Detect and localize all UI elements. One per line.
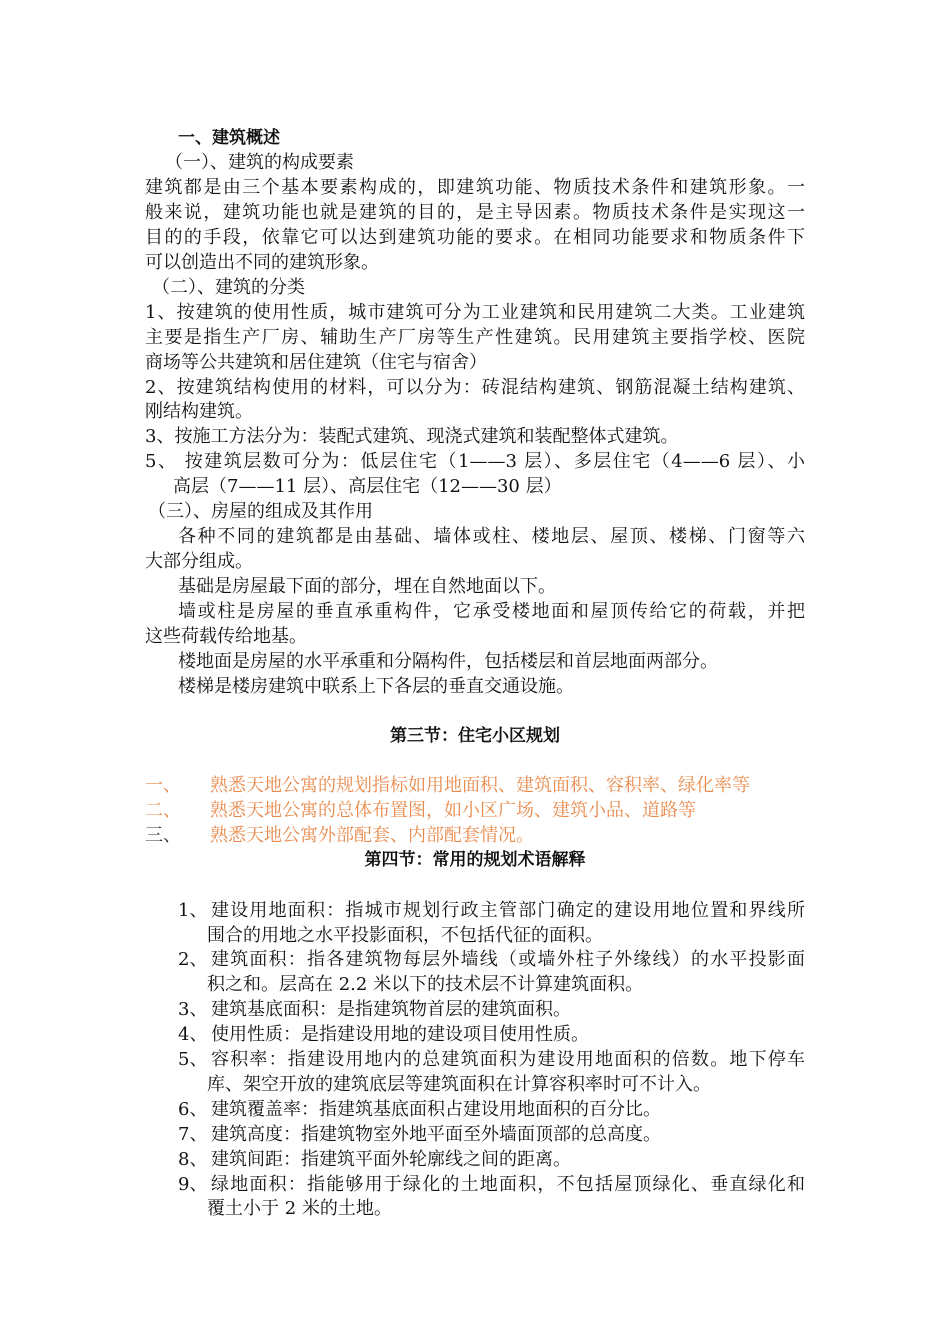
list-item-line: 1、按建筑的使用性质，城市建筑可分为工业建筑和民用建筑二大类。工业建筑 — [145, 302, 805, 323]
section-heading: 一、建筑概述 — [178, 128, 280, 148]
term-line: 覆土小于 2 米的土地。 — [207, 1198, 392, 1219]
paragraph-line: 这些荷载传给地基。 — [145, 626, 307, 647]
list-item-text: 熟悉天地公寓的总体布置图，如小区广场、建筑小品、道路等 — [210, 800, 696, 821]
list-number: 二、 — [145, 800, 181, 821]
list-item-line: 高层（7——11 层）、高层住宅（12——30 层） — [173, 476, 562, 497]
term-number: 8、 — [178, 1149, 208, 1170]
paragraph-line: 目的的手段，依靠它可以达到建筑功能的要求。在相同功能要求和物质条件下 — [145, 227, 805, 248]
term-line: 建筑间距：指建筑平面外轮廓线之间的距离。 — [211, 1149, 571, 1170]
section-title: 第三节：住宅小区规划 — [390, 726, 560, 746]
list-number: 三、 — [145, 825, 181, 846]
list-item-line: 3、按施工方法分为：装配式建筑、现浇式建筑和装配整体式建筑。 — [145, 426, 679, 447]
paragraph-line: 可以创造出不同的建筑形象。 — [145, 252, 379, 273]
paragraph-line: 墙或柱是房屋的垂直承重构件，它承受楼地面和屋顶传给它的荷载，并把 — [178, 601, 805, 622]
subheading: （三）、房屋的组成及其作用 — [148, 501, 373, 522]
term-line: 建筑基底面积：是指建筑物首层的建筑面积。 — [211, 999, 571, 1020]
term-line: 围合的用地之水平投影面积，不包括代征的面积。 — [207, 925, 603, 946]
term-line: 建筑覆盖率：指建筑基底面积占建设用地面积的百分比。 — [211, 1099, 661, 1120]
list-item-line: 主要是指生产厂房、辅助生产厂房等生产性建筑。民用建筑主要指学校、医院 — [145, 327, 805, 348]
term-number: 6、 — [178, 1099, 208, 1120]
term-line: 绿地面积：指能够用于绿化的土地面积，不包括屋顶绿化、垂直绿化和 — [211, 1174, 805, 1195]
paragraph-line: 基础是房屋最下面的部分，埋在自然地面以下。 — [178, 576, 556, 597]
paragraph-line: 各种不同的建筑都是由基础、墙体或柱、楼地层、屋顶、楼梯、门窗等六 — [178, 526, 805, 547]
term-line: 容积率：指建设用地内的总建筑面积为建设用地面积的倍数。地下停车 — [211, 1049, 805, 1070]
paragraph-line: 楼地面是房屋的水平承重和分隔构件，包括楼层和首层地面两部分。 — [178, 651, 718, 672]
term-number: 4、 — [178, 1024, 208, 1045]
list-item-line: 5、 按建筑层数可分为：低层住宅（1——3 层）、多层住宅（4——6 层）、小 — [145, 451, 805, 472]
list-item-text: 熟悉天地公寓外部配套、内部配套情况。 — [210, 825, 534, 846]
paragraph-line: 建筑都是由三个基本要素构成的，即建筑功能、物质技术条件和建筑形象。一 — [145, 177, 805, 198]
list-item-text: 熟悉天地公寓的规划指标如用地面积、建筑面积、容积率、绿化率等 — [210, 775, 750, 796]
term-line: 库、架空开放的建筑底层等建筑面积在计算容积率时可不计入。 — [207, 1074, 711, 1095]
subheading: （二）、建筑的分类 — [152, 277, 305, 298]
paragraph-line: 大部分组成。 — [145, 551, 253, 572]
term-number: 1、 — [178, 900, 208, 921]
term-line: 积之和。层高在 2.2 米以下的技术层不计算建筑面积。 — [207, 974, 644, 995]
section-title: 第四节：常用的规划术语解释 — [364, 850, 586, 870]
term-number: 7、 — [178, 1124, 208, 1145]
term-line: 建设用地面积：指城市规划行政主管部门确定的建设用地位置和界线所 — [211, 900, 805, 921]
term-line: 建筑高度：指建筑物室外地平面至外墙面顶部的总高度。 — [211, 1124, 661, 1145]
term-number: 5、 — [178, 1049, 208, 1070]
term-line: 使用性质：是指建设用地的建设项目使用性质。 — [211, 1024, 589, 1045]
list-item-line: 刚结构建筑。 — [145, 401, 253, 422]
list-item-line: 商场等公共建筑和居住建筑（住宅与宿舍） — [145, 352, 487, 373]
list-item-line: 2、按建筑结构使用的材料，可以分为：砖混结构建筑、钢筋混凝土结构建筑、 — [145, 377, 805, 398]
term-line: 建筑面积：指各建筑物每层外墙线（或墙外柱子外缘线）的水平投影面 — [211, 949, 805, 970]
subheading: （一）、建筑的构成要素 — [165, 152, 354, 173]
term-number: 2、 — [178, 949, 208, 970]
paragraph-line: 楼梯是楼房建筑中联系上下各层的垂直交通设施。 — [178, 676, 574, 697]
term-number: 3、 — [178, 999, 208, 1020]
paragraph-line: 般来说，建筑功能也就是建筑的目的，是主导因素。物质技术条件是实现这一 — [145, 202, 805, 223]
list-number: 一、 — [145, 775, 181, 796]
term-number: 9、 — [178, 1174, 208, 1195]
